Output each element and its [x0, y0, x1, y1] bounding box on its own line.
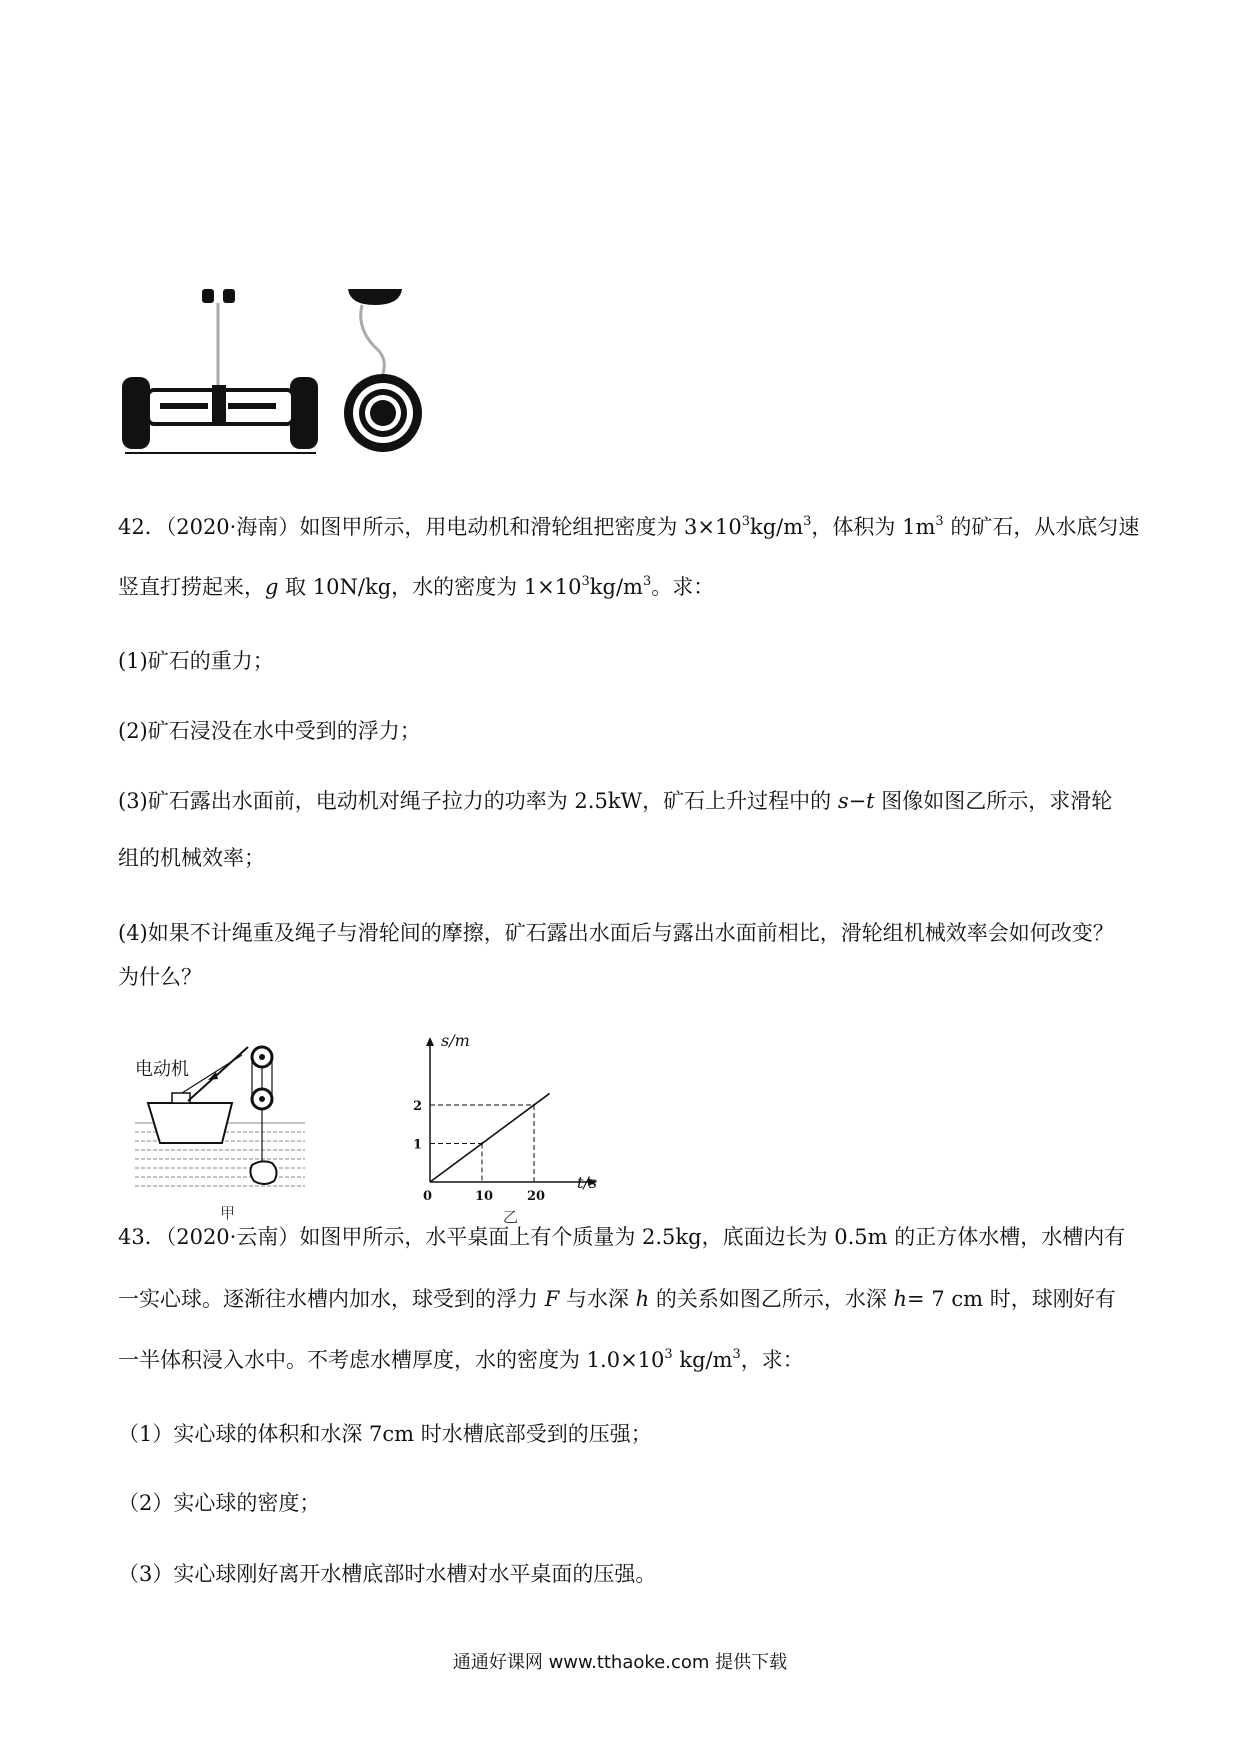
x-tick-label: 10	[475, 1189, 494, 1204]
q42-part-4: (4)如果不计绳重及绳子与滑轮间的摩擦，矿石露出水面后与露出水面前相比，滑轮组机械效率会如何改变？	[118, 921, 1114, 945]
figure-jia	[130, 1035, 330, 1225]
y-axis-arrow	[426, 1037, 434, 1046]
scooter-front-view	[122, 289, 318, 453]
q42-part-3-cont: 组的机械效率；	[118, 846, 265, 870]
figure-yi-chart	[405, 1030, 625, 1230]
q42-line-1: 42．（2020·海南）如图甲所示，用电动机和滑轮组把密度为 $3\times 10^3kg/m^3$，体积为 $1m^3$ 的矿石，从水底匀速	[118, 514, 1140, 539]
q43-part-1: （1）实心球的体积和水深 7cm 时水槽底部受到的压强；	[118, 1422, 652, 1446]
x-axis-label: t/s	[577, 1173, 598, 1192]
data-point	[533, 1104, 535, 1106]
motor-box	[172, 1093, 190, 1103]
q43-part-3: （3）实心球刚好离开水槽底部时水槽对水平桌面的压强。	[118, 1562, 657, 1586]
scooter-side-view	[344, 289, 422, 452]
y-tick-label: 2	[413, 1099, 423, 1114]
q43-line-1: 43．（2020·云南）如图甲所示，水平桌面上有个质量为 2.5kg，底面边长为 0.5m 的正方体水槽，水槽内有	[118, 1225, 1126, 1249]
figure-yi-caption: 乙	[503, 1208, 519, 1226]
q42-part-2: (2)矿石浸没在水中受到的浮力；	[118, 719, 421, 743]
crane-arm	[188, 1047, 248, 1101]
y-axis-label: s/m	[441, 1031, 470, 1050]
ore-rock	[250, 1161, 276, 1184]
boat	[148, 1103, 232, 1143]
q43-line-2: 一实心球。逐渐往水槽内加水，球受到的浮力 F 与水深 h 的关系如图乙所示，水深 h= 7 cm 时，球刚好有	[118, 1287, 1116, 1311]
x-tick-label: 20	[527, 1189, 546, 1204]
footer: 通通好课网 www.tthaoke.com 提供下载	[452, 1652, 788, 1673]
origin-label: 0	[423, 1189, 433, 1204]
q42-part-3: (3)矿石露出水面前，电动机对绳子拉力的功率为 2.5kW，矿石上升过程中的 s−t 图像如图乙所示，求滑轮	[118, 789, 1113, 813]
q43-line-3: 一半体积浸入水中。不考虑水槽厚度，水的密度为 $1.0\times 10^3$ $kg/m^3$，求：	[118, 1347, 804, 1372]
data-line	[430, 1093, 550, 1182]
motor-label: 电动机	[135, 1059, 189, 1080]
data-point	[481, 1142, 483, 1144]
q42-part-1: (1)矿石的重力；	[118, 649, 274, 673]
y-tick-label: 1	[413, 1137, 423, 1153]
q42-line-2: 竖直打捞起来，g 取 10N/kg，水的密度为 $1\times 10^3kg/m^3$。求：	[118, 574, 715, 599]
q42-part-4-cont: 为什么？	[118, 965, 202, 989]
rope	[182, 1055, 242, 1093]
scooter-figure	[120, 285, 440, 460]
q43-part-2: （2）实心球的密度；	[118, 1491, 321, 1515]
figure-jia-caption: 甲	[220, 1204, 236, 1222]
